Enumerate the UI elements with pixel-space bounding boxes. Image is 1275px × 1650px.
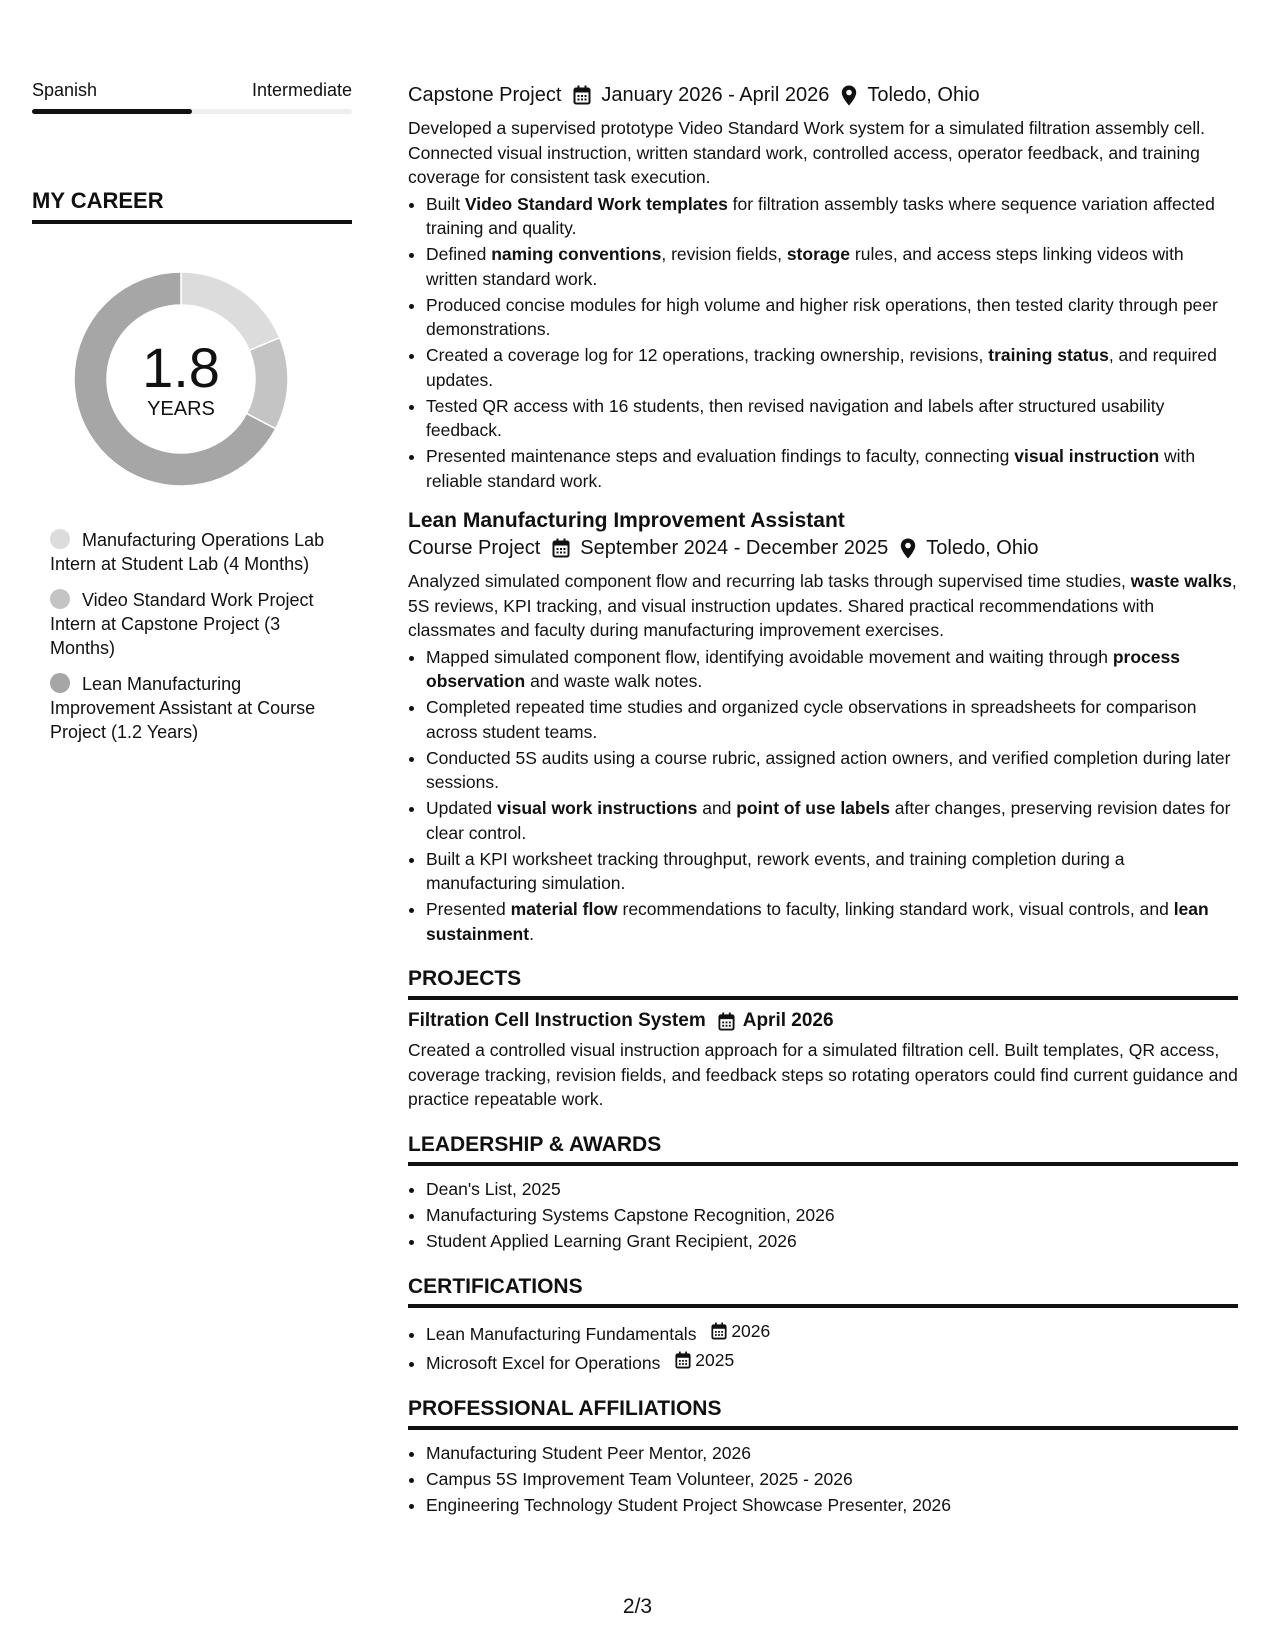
job2-location: Toledo, Ohio xyxy=(926,537,1039,559)
project-date: April 2026 xyxy=(742,1010,834,1031)
career-unit: YEARS xyxy=(147,397,215,420)
list-item: • Completed repeated time studies and organized cycle observations in spreadsheets for comparison across student teams. xyxy=(426,695,1238,744)
cert-name: Microsoft Excel for Operations xyxy=(426,1352,661,1373)
map-pin-icon xyxy=(841,85,857,106)
list-item: • Presented material flow recommendations to faculty, linking standard work, visual controls, and lean sustainment. xyxy=(426,897,1238,946)
job2-summary: Analyzed simulated component flow and recurring lab tasks through supervised time studies, waste walks, 5S reviews, KPI tracking, and visual instruction updates. Shared practical recommendations with classmates and faculty during manufacturing improvement exercises. xyxy=(408,571,1237,640)
career-total: 1.8 xyxy=(142,335,220,399)
calendar-icon xyxy=(711,1322,727,1340)
list-item xyxy=(426,1347,1238,1376)
job2-meta xyxy=(408,535,1238,561)
main-content xyxy=(408,82,1238,1518)
job2-title: Lean Manufacturing Improvement Assistant xyxy=(408,509,845,532)
job1-summary: Developed a supervised prototype Video Standard Work system for a simulated filtration assembly cell. Connected visual instruction, written standard work, controlled access, operator feedback, and training coverage for consistent task execution. xyxy=(408,118,1205,187)
list-item: • Mapped simulated component flow, identifying avoidable movement and waiting through process observation and waste walk notes. xyxy=(426,645,1238,694)
calendar-icon xyxy=(552,538,570,558)
project-description: Created a controlled visual instruction approach for a simulated filtration cell. Built templates, QR access, coverage tracking, revision fields, and feedback steps so rotating operators could find current guidance and practice repeatable work. xyxy=(408,1040,1238,1109)
sidebar xyxy=(32,80,352,756)
cert-year: 2026 xyxy=(731,1320,771,1341)
job1-org: Capstone Project xyxy=(408,84,562,106)
language-name: Spanish xyxy=(32,80,98,100)
list-item: • Defined naming conventions, revision fields, storage rules, and access steps linking videos with written standard work. xyxy=(426,242,1238,291)
project-title: Filtration Cell Instruction System xyxy=(408,1010,706,1031)
legend-dot-1 xyxy=(50,529,70,549)
calendar-icon xyxy=(573,85,591,105)
list-item: • Campus 5S Improvement Team Volunteer, 2025 - 2026 xyxy=(426,1466,1238,1492)
legend-label: Lean Manufacturing Improvement Assistant at Course Project (1.2 Years) xyxy=(50,674,316,742)
job1-bullets xyxy=(408,192,1238,494)
list-item: • Created a coverage log for 12 operations, tracking ownership, revisions, training status, and required updates. xyxy=(426,343,1238,392)
list-item: • Dean's List, 2025 xyxy=(426,1176,1238,1202)
calendar-icon xyxy=(718,1012,735,1031)
language-proficiency-bar xyxy=(32,109,352,114)
legend-label: Manufacturing Operations Lab Intern at Student Lab (4 Months) xyxy=(50,530,325,574)
list-item: • Student Applied Learning Grant Recipient, 2026 xyxy=(426,1228,1238,1254)
job1-dates: January 2026 - April 2026 xyxy=(601,84,830,106)
certifications-list xyxy=(408,1318,1238,1376)
list-item: • Manufacturing Systems Capstone Recognition, 2026 xyxy=(426,1202,1238,1228)
language-proficiency-fill xyxy=(32,109,192,114)
legend-dot-3 xyxy=(50,673,70,693)
page-number: 2/3 xyxy=(622,1595,653,1618)
list-item: • Manufacturing Student Peer Mentor, 2026 xyxy=(426,1440,1238,1466)
list-item: • Conducted 5S audits using a course rubric, assigned action owners, and verified completion during later sessions. xyxy=(426,746,1238,795)
cert-name: Lean Manufacturing Fundamentals xyxy=(426,1323,697,1344)
legend-dot-2 xyxy=(50,589,70,609)
job1-location: Toledo, Ohio xyxy=(867,84,980,106)
career-donut-chart xyxy=(66,264,296,494)
cert-year: 2025 xyxy=(695,1349,735,1370)
affiliations-heading: PROFESSIONAL AFFILIATIONS xyxy=(408,1396,1238,1430)
job1-meta xyxy=(408,82,1238,108)
projects-heading: PROJECTS xyxy=(408,966,1238,1000)
language-row xyxy=(32,80,352,101)
legend-item xyxy=(50,588,330,660)
affiliations-list xyxy=(408,1440,1238,1518)
calendar-icon xyxy=(675,1351,691,1369)
certifications-heading: CERTIFICATIONS xyxy=(408,1274,1238,1308)
awards-heading: LEADERSHIP & AWARDS xyxy=(408,1132,1238,1166)
language-level: Intermediate xyxy=(251,80,352,100)
job2-bullets xyxy=(408,645,1238,947)
list-item: • Engineering Technology Student Project Showcase Presenter, 2026 xyxy=(426,1492,1238,1518)
legend-item xyxy=(50,672,330,744)
list-item: • Built a KPI worksheet tracking throughput, rework events, and training completion during a manufacturing simulation. xyxy=(426,847,1238,896)
career-donut-center xyxy=(66,264,296,494)
career-legend xyxy=(50,528,330,744)
job2-dates: September 2024 - December 2025 xyxy=(580,537,889,559)
list-item xyxy=(426,1318,1238,1347)
awards-list xyxy=(408,1176,1238,1254)
list-item: • Tested QR access with 16 students, then revised navigation and labels after structured usability feedback. xyxy=(426,394,1238,443)
map-pin-icon xyxy=(900,538,916,559)
legend-item xyxy=(50,528,330,576)
list-item: • Updated visual work instructions and point of use labels after changes, preserving revision dates for clear control. xyxy=(426,796,1238,845)
career-heading: MY CAREER xyxy=(32,188,352,224)
list-item: • Presented maintenance steps and evaluation findings to faculty, connecting visual instruction with reliable standard work. xyxy=(426,444,1238,493)
list-item: • Built Video Standard Work templates for filtration assembly tasks where sequence variation affected training and quality. xyxy=(426,192,1238,241)
list-item: • Produced concise modules for high volume and higher risk operations, then tested clarity through peer demonstrations. xyxy=(426,293,1238,342)
job2-org: Course Project xyxy=(408,537,541,559)
legend-label: Video Standard Work Project Intern at Capstone Project (3 Months) xyxy=(50,590,314,658)
project-title-row xyxy=(408,1010,1238,1032)
